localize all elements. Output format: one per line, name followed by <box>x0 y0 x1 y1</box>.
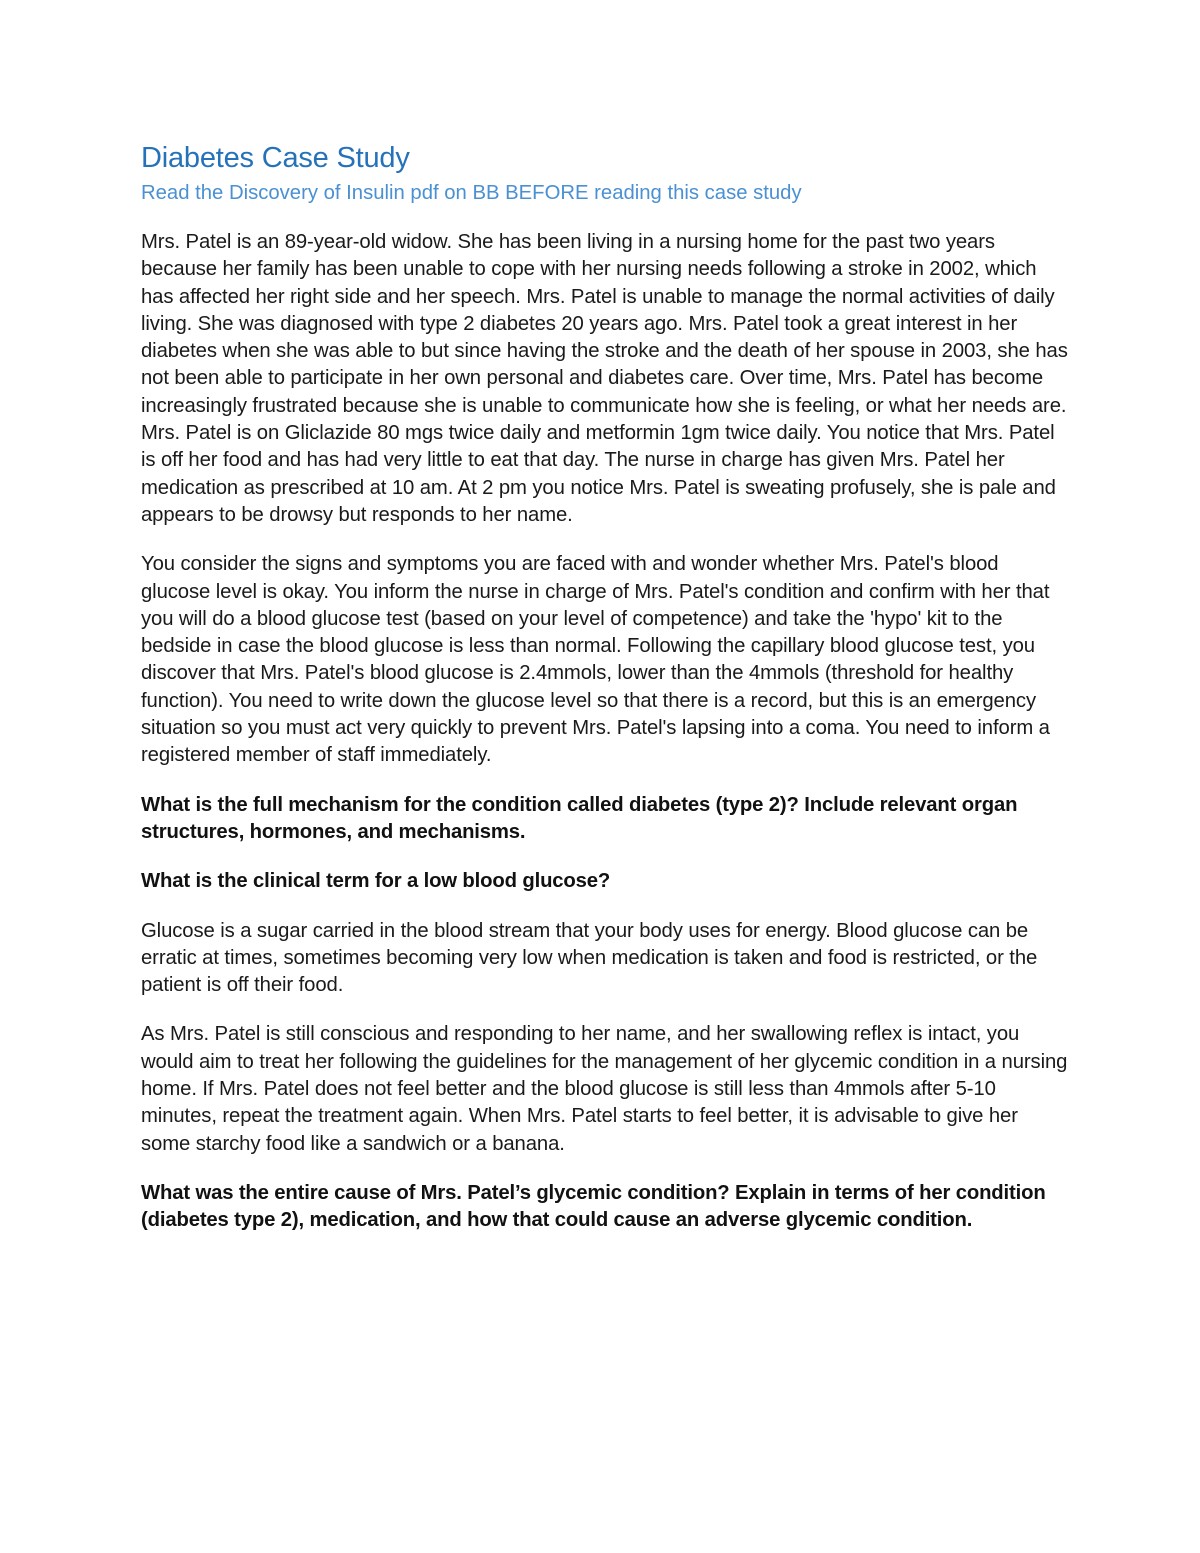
document-body <box>141 140 1071 1235</box>
document-subtitle: Read the Discovery of Insulin pdf on BB BEFORE reading this case study <box>141 182 802 204</box>
question-clinical-term: What is the clinical term for a low blood glucose? <box>141 870 611 893</box>
question-cause: What was the entire cause of Mrs. Patel’s glycemic condition? Explain in terms of her condition (diabetes type 2), medication, and how that could cause an adverse glycemic condition. <box>141 1181 1046 1232</box>
document-title: Diabetes Case Study <box>141 142 410 174</box>
glucose-paragraph: Glucose is a sugar carried in the blood stream that your body uses for energy. Blood glucose can be erratic at times, sometimes becoming very low when medication is taken and food is restricted, or the patient is off their food. <box>141 919 1038 997</box>
question-mechanism: What is the full mechanism for the condition called diabetes (type 2)? Include relevant organ structures, hormones, and mechanisms. <box>141 793 1018 843</box>
case-paragraph-intro: Mrs. Patel is an 89-year-old widow. She has been living in a nursing home for the past two years because her family has been unable to cope with her nursing needs following a stroke in 2002, which has affected her right side and her speech. Mrs. Patel is unable to manage the normal activities of daily living. She was diagnosed with type 2 diabetes 20 years ago. Mrs. Patel took a great interest in her diabetes when she was able to but since having the stroke and the death of her spouse in 2003, she has not been able to participate in her own personal and diabetes care. Over time, Mrs. Patel has become increasingly frustrated because she is unable to communicate how she is feeling, or what her needs are. Mrs. Patel is on Gliclazide 80 mgs twice daily and metformin 1gm twice daily. You notice that Mrs. Patel is off her food and has had very little to eat that day. The nurse in charge has given Mrs. Patel her medication as prescribed at 10 am. At 2 pm you notice Mrs. Patel is sweating profusely, she is pale and appears to be drowsy but responds to her name. <box>141 231 1068 526</box>
case-paragraph-assessment: You consider the signs and symptoms you are faced with and wonder whether Mrs. Patel's blood glucose level is okay. You inform the nurse in charge of Mrs. Patel's condition and confirm with her that you will do a blood glucose test (based on your level of competence) and take the 'hypo' kit to the bedside in case the blood glucose is less than normal. Following the capillary blood glucose test, you discover that Mrs. Patel's blood glucose is 2.4mmols, lower than the 4mmols (threshold for healthy function). You need to write down the glucose level so that there is a record, but this is an emergency situation so you must act very quickly to prevent Mrs. Patel's lapsing into a coma. You need to inform a registered member of staff immediately. <box>141 553 1050 767</box>
treatment-paragraph: As Mrs. Patel is still conscious and responding to her name, and her swallowing reflex is intact, you would aim to treat her following the guidelines for the management of her glycemic condition in a nursing home. If Mrs. Patel does not feel better and the blood glucose is still less than 4mmols after 5-10 minutes, repeat the treatment again. When Mrs. Patel starts to feel better, it is advisable to give her some starchy food like a sandwich or a banana. <box>141 1023 1068 1155</box>
